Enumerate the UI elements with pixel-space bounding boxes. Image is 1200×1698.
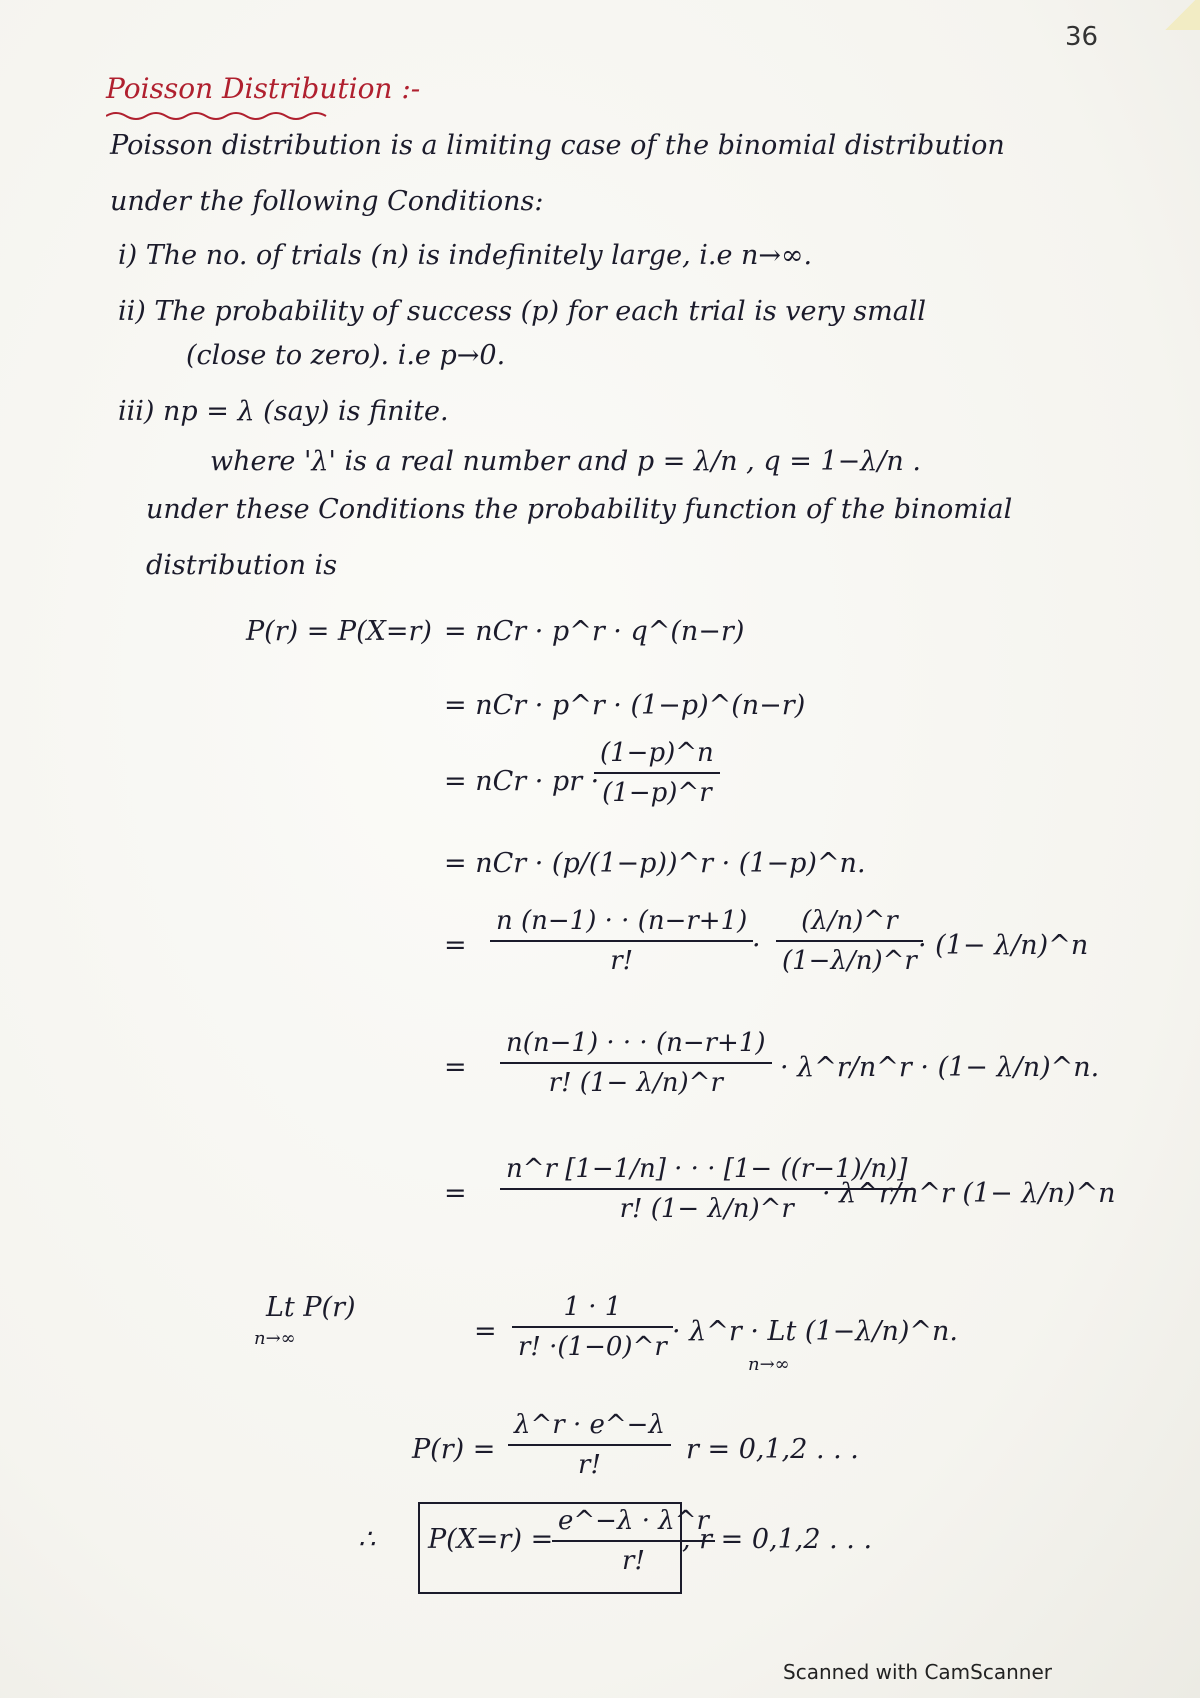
eq5-mid-fraction: [776, 906, 923, 976]
eq5-denominator: r!: [490, 940, 753, 976]
eq6-denominator: r! (1− λ/n)^r: [500, 1062, 772, 1098]
eq8-denominator: r! ·(1−0)^r: [512, 1326, 673, 1362]
eq3-fraction: [594, 738, 720, 808]
page-corner: [1160, 0, 1200, 30]
eq8-tail-subscript: n→∞: [748, 1354, 790, 1375]
eq8-numerator: 1 · 1: [563, 1292, 622, 1322]
eq7-numerator: n^r [1−1/n] · · · [1− ((r−1)/n)]: [506, 1154, 908, 1184]
eq8-fraction: [512, 1292, 673, 1362]
eq4: = nCr · (p/(1−p))^r · (1−p)^n.: [444, 848, 866, 879]
limit-lhs: Lt P(r): [266, 1292, 356, 1323]
page-title: Poisson Distribution :-: [106, 72, 421, 105]
condition-3b: where 'λ' is a real number and p = λ/n , q = 1−λ/n .: [210, 446, 921, 477]
final-numerator: e^−λ · λ^r: [558, 1506, 709, 1536]
eq8-equals: =: [474, 1316, 497, 1347]
eq1-lhs: P(r) = P(X=r): [246, 616, 432, 647]
intro-line-1: Poisson distribution is a limiting case of the binomial distribution: [110, 130, 1005, 161]
under-conditions-line-2: distribution is: [146, 550, 338, 581]
page-number: 36: [1065, 22, 1099, 52]
eq9-lhs: P(r) =: [412, 1434, 496, 1465]
final-condition: , r = 0,1,2 . . .: [682, 1524, 873, 1555]
limit-subscript: n→∞: [254, 1328, 296, 1349]
title-underline: [106, 110, 366, 122]
eq5-mid-numerator: (λ/n)^r: [801, 906, 898, 936]
eq5-fraction: [490, 906, 753, 976]
final-lhs: P(X=r) =: [428, 1524, 554, 1555]
eq6-tail: · λ^r/n^r · (1− λ/n)^n.: [780, 1052, 1100, 1083]
eq7-equals: =: [444, 1178, 467, 1209]
under-conditions-line-1: under these Conditions the probability function of the binomial: [146, 494, 1013, 525]
eq5-dot: ·: [752, 930, 761, 961]
eq9-denominator: r!: [508, 1444, 671, 1480]
eq9-condition: r = 0,1,2 . . .: [686, 1434, 859, 1465]
condition-1: i) The no. of trials (n) is indefinitely large, i.e n→∞.: [118, 240, 813, 271]
condition-2b: (close to zero). i.e p→0.: [186, 340, 506, 371]
eq7-tail: · λ^r/n^r (1− λ/n)^n: [822, 1178, 1116, 1209]
eq5-tail: · (1− λ/n)^n: [918, 930, 1089, 961]
condition-3a: iii) np = λ (say) is finite.: [118, 396, 449, 427]
eq5-mid-denominator: (1−λ/n)^r: [776, 940, 923, 976]
eq9-numerator: λ^r · e^−λ: [514, 1410, 665, 1440]
intro-line-2: under the following Conditions:: [110, 186, 544, 217]
final-denominator: r!: [552, 1540, 715, 1576]
eq6-fraction: [500, 1028, 772, 1098]
condition-2a: ii) The probability of success (p) for each trial is very small: [118, 296, 927, 327]
eq6-equals: =: [444, 1052, 467, 1083]
eq9-fraction: [508, 1410, 671, 1480]
eq5-numerator: n (n−1) · · (n−r+1): [496, 906, 748, 936]
eq3-prefix: = nCr · pr ·: [444, 766, 600, 797]
scanner-watermark: Scanned with CamScanner: [783, 1660, 1052, 1684]
therefore-symbol: ∴: [358, 1524, 376, 1555]
eq7-denominator: r! (1− λ/n)^r: [500, 1188, 913, 1224]
eq3-denominator: (1−p)^r: [594, 772, 720, 808]
eq6-numerator: n(n−1) · · · (n−r+1): [506, 1028, 766, 1058]
eq3-numerator: (1−p)^n: [600, 738, 714, 768]
eq5-equals: =: [444, 930, 467, 961]
eq1-rhs: = nCr · p^r · q^(n−r): [444, 616, 745, 647]
eq8-tail: · λ^r · Lt (1−λ/n)^n.: [672, 1316, 958, 1347]
eq2: = nCr · p^r · (1−p)^(n−r): [444, 690, 806, 721]
